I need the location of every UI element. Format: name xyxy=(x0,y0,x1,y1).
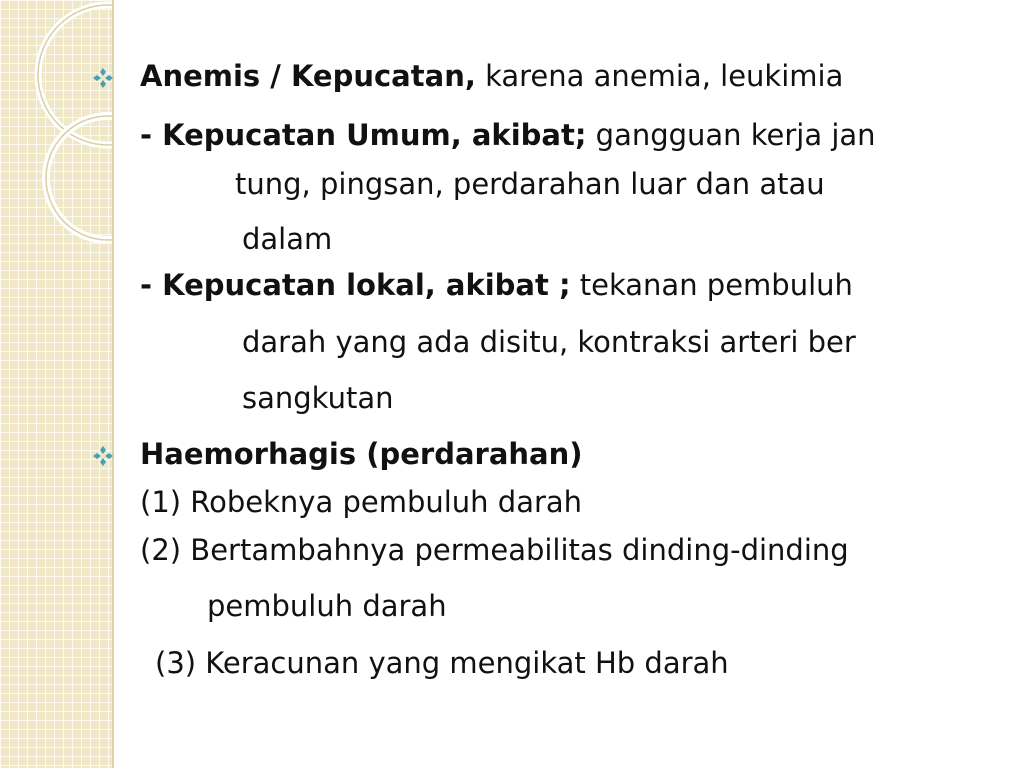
bullet-2-heading: Haemorhagis (perdarahan) xyxy=(140,437,583,471)
heading-normal-text: karena anemia, leukimia xyxy=(475,59,844,93)
list-item: (3) Keracunan yang mengikat Hb darah xyxy=(155,646,729,680)
continuation-line: pembuluh darah xyxy=(207,589,447,623)
continuation-line: dalam xyxy=(242,222,333,256)
subpoint-normal-text: gangguan kerja jan xyxy=(586,118,876,152)
list-item: (2) Bertambahnya permeabilitas dinding-dinding xyxy=(140,533,849,567)
continuation-line: darah yang ada disitu, kontraksi arteri ber xyxy=(242,325,856,359)
decorative-rings xyxy=(0,0,114,768)
subpoint-kepucatan-umum xyxy=(140,118,876,152)
continuation-line: tung, pingsan, perdarahan luar dan atau xyxy=(235,167,825,201)
decorative-side-band xyxy=(0,0,114,768)
subpoint-kepucatan-lokal xyxy=(140,268,853,302)
bullet-1-heading xyxy=(140,59,843,93)
diamond-bullet-icon xyxy=(92,67,114,89)
side-band-edge xyxy=(112,0,114,768)
continuation-line: sangkutan xyxy=(242,381,394,415)
subpoint-normal-text: tekanan pembuluh xyxy=(570,268,853,302)
diamond-bullet-icon xyxy=(92,445,114,467)
subpoint-bold-text: - Kepucatan lokal, akibat ; xyxy=(140,268,571,302)
subpoint-bold-text: - Kepucatan Umum, akibat; xyxy=(140,118,587,152)
list-item: (1) Robeknya pembuluh darah xyxy=(140,485,583,519)
heading-bold-text: Anemis / Kepucatan, xyxy=(140,59,476,93)
